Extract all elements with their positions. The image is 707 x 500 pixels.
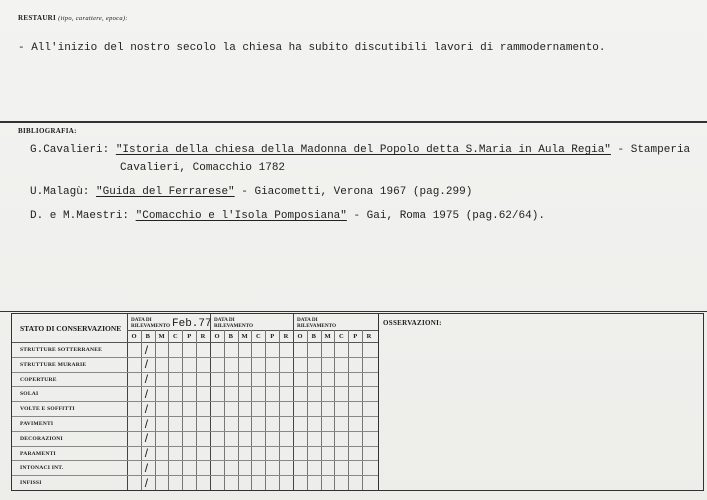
bib-publisher: - Stamperia	[617, 144, 691, 156]
bib-publisher: - Gai, Roma 1975 (pag.62/64).	[353, 210, 545, 222]
row-label: DECORAZIONI	[20, 435, 63, 442]
grid-line	[362, 330, 363, 490]
condition-mark: /	[144, 357, 149, 372]
row-label: SOLAI	[20, 391, 39, 398]
data-header-3: DATA DI RILEVAMENTO	[297, 317, 337, 329]
grid-line	[127, 330, 378, 331]
grid-line	[141, 330, 142, 490]
grid-line	[238, 330, 239, 490]
data-header-2: DATA DI RILEVAMENTO	[214, 317, 254, 329]
grid-line	[12, 475, 378, 476]
row-label: VOLTE E SOFFITTI	[20, 406, 75, 413]
column-header-o: O	[131, 333, 137, 340]
bib-title: "Istoria della chiesa della Madonna del Popolo detta S.Maria in Aula Regia"	[115, 144, 611, 156]
restauri-label-main: RESTAURI	[18, 14, 57, 22]
bib-entry-2	[30, 186, 472, 198]
grid-line	[12, 342, 378, 343]
grid-line	[12, 460, 378, 461]
row-label: INFISSI	[20, 480, 42, 487]
bib-title: "Guida del Ferrarese"	[96, 186, 235, 198]
grid-line	[251, 330, 252, 490]
column-header-b: B	[145, 333, 150, 340]
grid-line	[12, 386, 378, 387]
survey-date-1: Feb.77	[172, 318, 212, 330]
row-label: STRUTTURE MURARIE	[20, 361, 87, 368]
column-header-m: M	[324, 333, 331, 340]
row-label: COPERTURE	[20, 376, 57, 383]
row-label: STRUTTURE SOTTERRANEE	[20, 347, 103, 353]
bib-publisher: - Giacometti, Verona 1967 (pag.299)	[241, 186, 473, 198]
bib-entry-3	[30, 210, 545, 222]
conservation-table	[11, 313, 379, 491]
observations-box	[377, 313, 704, 491]
condition-mark: /	[144, 372, 149, 387]
grid-line	[182, 330, 183, 490]
observations-label: OSSERVAZIONI:	[383, 319, 442, 327]
row-label: PARAMENTI	[20, 450, 56, 457]
column-header-m: M	[241, 333, 248, 340]
grid-line	[321, 330, 322, 490]
table-top-rule	[0, 311, 707, 312]
column-header-c: C	[256, 333, 261, 340]
column-header-r: R	[200, 333, 206, 340]
column-header-r: R	[283, 333, 289, 340]
grid-line	[12, 357, 378, 358]
column-header-r: R	[366, 333, 372, 340]
column-header-b: B	[311, 333, 316, 340]
column-header-o: O	[214, 333, 220, 340]
grid-line	[155, 330, 156, 490]
column-header-p: P	[353, 333, 358, 340]
grid-line	[12, 446, 378, 447]
condition-mark: /	[144, 401, 149, 416]
column-header-c: C	[339, 333, 344, 340]
bib-entry-1	[30, 144, 690, 156]
condition-mark: /	[144, 386, 149, 401]
condition-mark: /	[144, 416, 149, 431]
bib-title: "Comacchio e l'Isola Pomposiana"	[135, 210, 347, 222]
column-header-b: B	[228, 333, 233, 340]
condition-mark: /	[144, 460, 149, 475]
column-header-o: O	[297, 333, 303, 340]
grid-line	[348, 330, 349, 490]
bib-author: G.Cavalieri:	[30, 144, 110, 156]
condition-mark: /	[144, 431, 149, 446]
grid-line	[12, 431, 378, 432]
column-header-c: C	[173, 333, 178, 340]
condition-mark: /	[144, 342, 149, 357]
section-divider	[0, 121, 707, 123]
grid-line	[12, 401, 378, 402]
condition-mark: /	[144, 446, 149, 461]
restauri-label	[18, 14, 128, 22]
condition-mark: /	[144, 475, 149, 490]
bib-entry-1-cont: Cavalieri, Comacchio 1782	[120, 162, 286, 174]
grid-line	[168, 330, 169, 490]
restauri-label-sub: (tipo, carattere, epoca):	[58, 15, 128, 22]
column-header-p: P	[270, 333, 275, 340]
row-label: PAVIMENTI	[20, 421, 54, 427]
grid-line	[334, 330, 335, 490]
bibliografia-label: BIBLIOGRAFIA:	[18, 127, 77, 135]
grid-line	[307, 330, 308, 490]
grid-line	[265, 330, 266, 490]
grid-line	[224, 330, 225, 490]
data-header-1: DATA DI RILEVAMENTO	[131, 317, 171, 329]
grid-line	[279, 330, 280, 490]
restauri-text: - All'inizio del nostro secolo la chiesa ha subito discutibili lavori di rammodernamento.	[18, 42, 606, 54]
grid-line	[12, 416, 378, 417]
column-header-m: M	[158, 333, 165, 340]
bib-author: U.Malagù:	[30, 186, 90, 198]
row-label: INTONACI INT.	[20, 465, 64, 472]
table-title: STATO DI CONSERVAZIONE	[20, 324, 122, 333]
column-header-p: P	[187, 333, 192, 340]
grid-line	[12, 372, 378, 373]
grid-line	[196, 330, 197, 490]
bib-author: D. e M.Maestri:	[30, 210, 130, 222]
